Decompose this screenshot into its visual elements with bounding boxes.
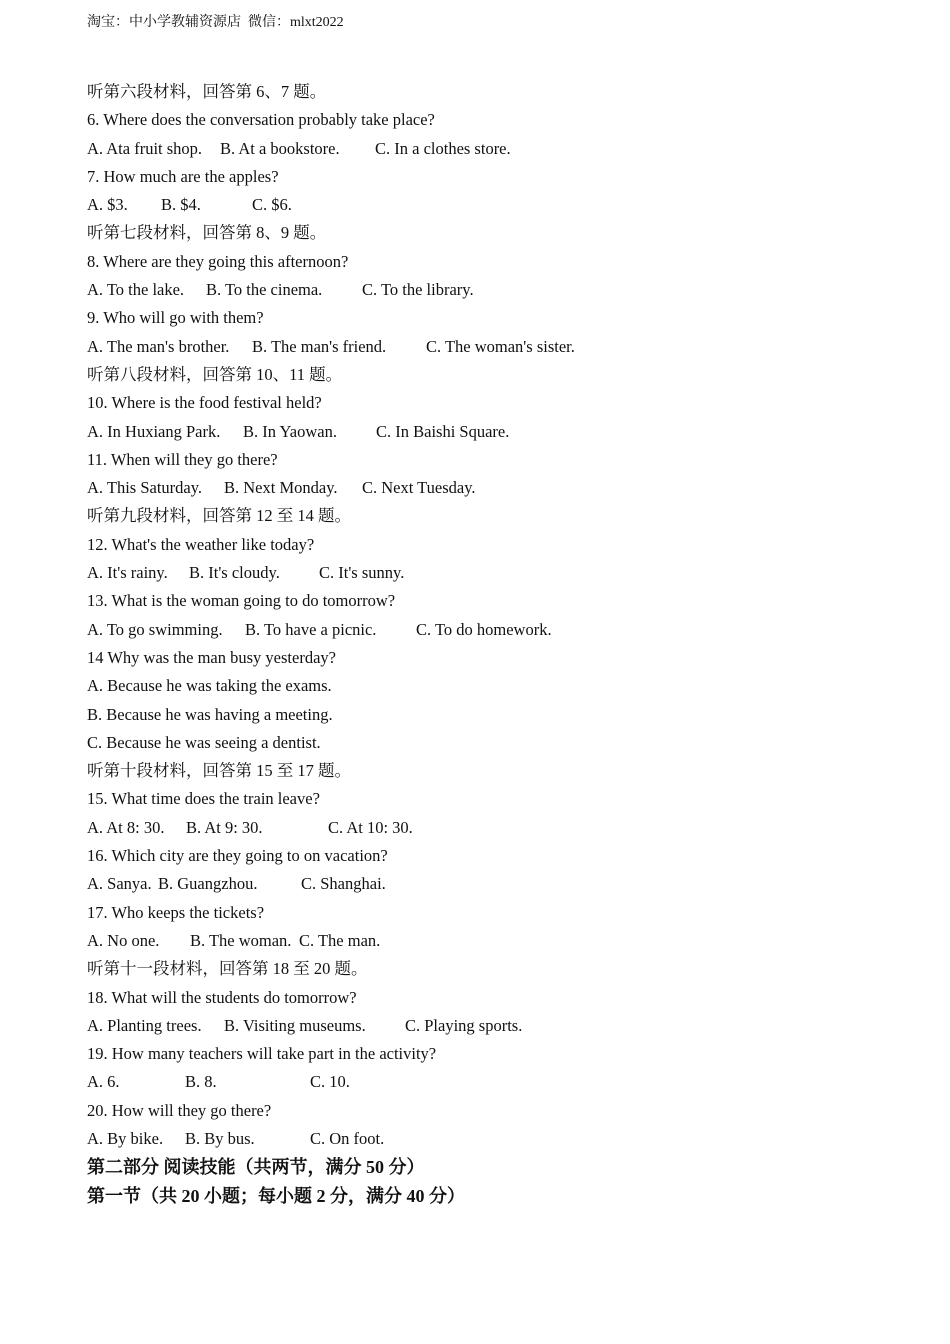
answer-option: C. $6. bbox=[252, 195, 292, 215]
section-instruction: 听第七段材料，回答第 8、9 题。 bbox=[87, 223, 327, 243]
section-instruction: 听第十段材料，回答第 15 至 17 题。 bbox=[87, 761, 351, 781]
answer-option: B. To have a picnic. bbox=[245, 619, 377, 639]
question-text: 13. What is the woman going to do tomorrow? bbox=[87, 591, 396, 611]
question-text: 17. Who keeps the tickets? bbox=[87, 902, 265, 922]
answer-option: B. To the cinema. bbox=[206, 280, 323, 300]
answer-option: B. $4. bbox=[161, 195, 201, 215]
section-instruction: 听第八段材料，回答第 10、11 题。 bbox=[87, 364, 343, 384]
answer-option: C. To the library. bbox=[362, 280, 474, 300]
exam-content bbox=[87, 78, 907, 1211]
part-heading: 第一节（共 20 小题；每小题 2 分，满分 40 分） bbox=[87, 1186, 465, 1207]
question-text: A. Because he was taking the exams. bbox=[87, 676, 332, 696]
answer-options-row bbox=[87, 333, 907, 361]
answer-option: C. It's sunny. bbox=[319, 563, 405, 583]
answer-option: A. $3. bbox=[87, 195, 128, 215]
question-text: 11. When will they go there? bbox=[87, 449, 278, 469]
question-text: 12. What's the weather like today? bbox=[87, 534, 315, 554]
answer-option: A. Ata fruit shop. bbox=[87, 138, 203, 158]
answer-option: A. To the lake. bbox=[87, 280, 185, 300]
answer-option: C. In a clothes store. bbox=[375, 138, 511, 158]
answer-option: A. The man's brother. bbox=[87, 336, 230, 356]
answer-option: C. The man. bbox=[299, 930, 381, 950]
answer-option: B. Visiting museums. bbox=[224, 1015, 366, 1035]
answer-option: B. Next Monday. bbox=[224, 478, 338, 498]
section-instruction: 听第十一段材料，回答第 18 至 20 题。 bbox=[87, 959, 368, 979]
question-text: 16. Which city are they going to on vacation? bbox=[87, 846, 388, 866]
answer-options-row bbox=[87, 135, 907, 163]
answer-option: B. In Yaowan. bbox=[243, 421, 337, 441]
answer-option: A. No one. bbox=[87, 930, 160, 950]
answer-options-row bbox=[87, 1125, 907, 1153]
answer-options-row bbox=[87, 927, 907, 955]
answer-option: C. In Baishi Square. bbox=[376, 421, 510, 441]
answer-option: C. Playing sports. bbox=[405, 1015, 523, 1035]
answer-options-row bbox=[87, 559, 907, 587]
answer-option: A. This Saturday. bbox=[87, 478, 203, 498]
answer-option: C. To do homework. bbox=[416, 619, 552, 639]
answer-option: B. By bus. bbox=[185, 1128, 255, 1148]
answer-options-row bbox=[87, 616, 907, 644]
answer-options-row bbox=[87, 418, 907, 446]
answer-options-row bbox=[87, 1012, 907, 1040]
answer-option: C. Shanghai. bbox=[301, 874, 386, 894]
question-text: 9. Who will go with them? bbox=[87, 308, 264, 328]
answer-option: A. Planting trees. bbox=[87, 1015, 202, 1035]
answer-options-row bbox=[87, 1068, 907, 1096]
question-text: B. Because he was having a meeting. bbox=[87, 704, 333, 724]
answer-option: B. At 9: 30. bbox=[186, 817, 263, 837]
answer-option: B. Guangzhou. bbox=[158, 874, 258, 894]
question-text: 7. How much are the apples? bbox=[87, 166, 279, 186]
answer-option: C. At 10: 30. bbox=[328, 817, 413, 837]
question-text: 6. Where does the conversation probably take place? bbox=[87, 110, 435, 130]
question-text: 18. What will the students do tomorrow? bbox=[87, 987, 357, 1007]
section-instruction: 听第六段材料，回答第 6、7 题。 bbox=[87, 82, 327, 101]
answer-options-row bbox=[87, 870, 907, 898]
question-text: 20. How will they go there? bbox=[87, 1100, 272, 1120]
answer-options-row bbox=[87, 276, 907, 304]
answer-option: C. On foot. bbox=[310, 1128, 385, 1148]
answer-option: A. 6. bbox=[87, 1072, 120, 1092]
answer-options-row bbox=[87, 474, 907, 502]
answer-option: A. In Huxiang Park. bbox=[87, 421, 221, 441]
answer-option: A. To go swimming. bbox=[87, 619, 223, 639]
question-text: 14 Why was the man busy yesterday? bbox=[87, 647, 336, 667]
answer-option: C. The woman's sister. bbox=[426, 336, 575, 356]
answer-option: B. It's cloudy. bbox=[189, 563, 280, 583]
answer-options-row bbox=[87, 191, 907, 219]
answer-option: B. The man's friend. bbox=[252, 336, 387, 356]
question-text: 15. What time does the train leave? bbox=[87, 789, 320, 809]
answer-option: C. 10. bbox=[310, 1072, 350, 1092]
answer-option: B. At a bookstore. bbox=[220, 138, 340, 158]
question-text: 10. Where is the food festival held? bbox=[87, 393, 322, 413]
answer-option: A. At 8: 30. bbox=[87, 817, 165, 837]
answer-option: A. Sanya. bbox=[87, 874, 152, 894]
question-text: 19. How many teachers will take part in the activity? bbox=[87, 1044, 437, 1064]
answer-options-row bbox=[87, 814, 907, 842]
page-header-source: 淘宝：中小学教辅资源店 微信：mlxt2022 bbox=[87, 15, 344, 30]
answer-option: B. The woman. bbox=[190, 930, 292, 950]
answer-option: B. 8. bbox=[185, 1072, 217, 1092]
question-text: C. Because he was seeing a dentist. bbox=[87, 732, 321, 752]
answer-option: A. It's rainy. bbox=[87, 563, 168, 583]
answer-option: C. Next Tuesday. bbox=[362, 478, 476, 498]
part-heading: 第二部分 阅读技能（共两节，满分 50 分） bbox=[87, 1157, 425, 1178]
section-instruction: 听第九段材料，回答第 12 至 14 题。 bbox=[87, 506, 351, 526]
question-text: 8. Where are they going this afternoon? bbox=[87, 251, 349, 271]
answer-option: A. By bike. bbox=[87, 1128, 164, 1148]
